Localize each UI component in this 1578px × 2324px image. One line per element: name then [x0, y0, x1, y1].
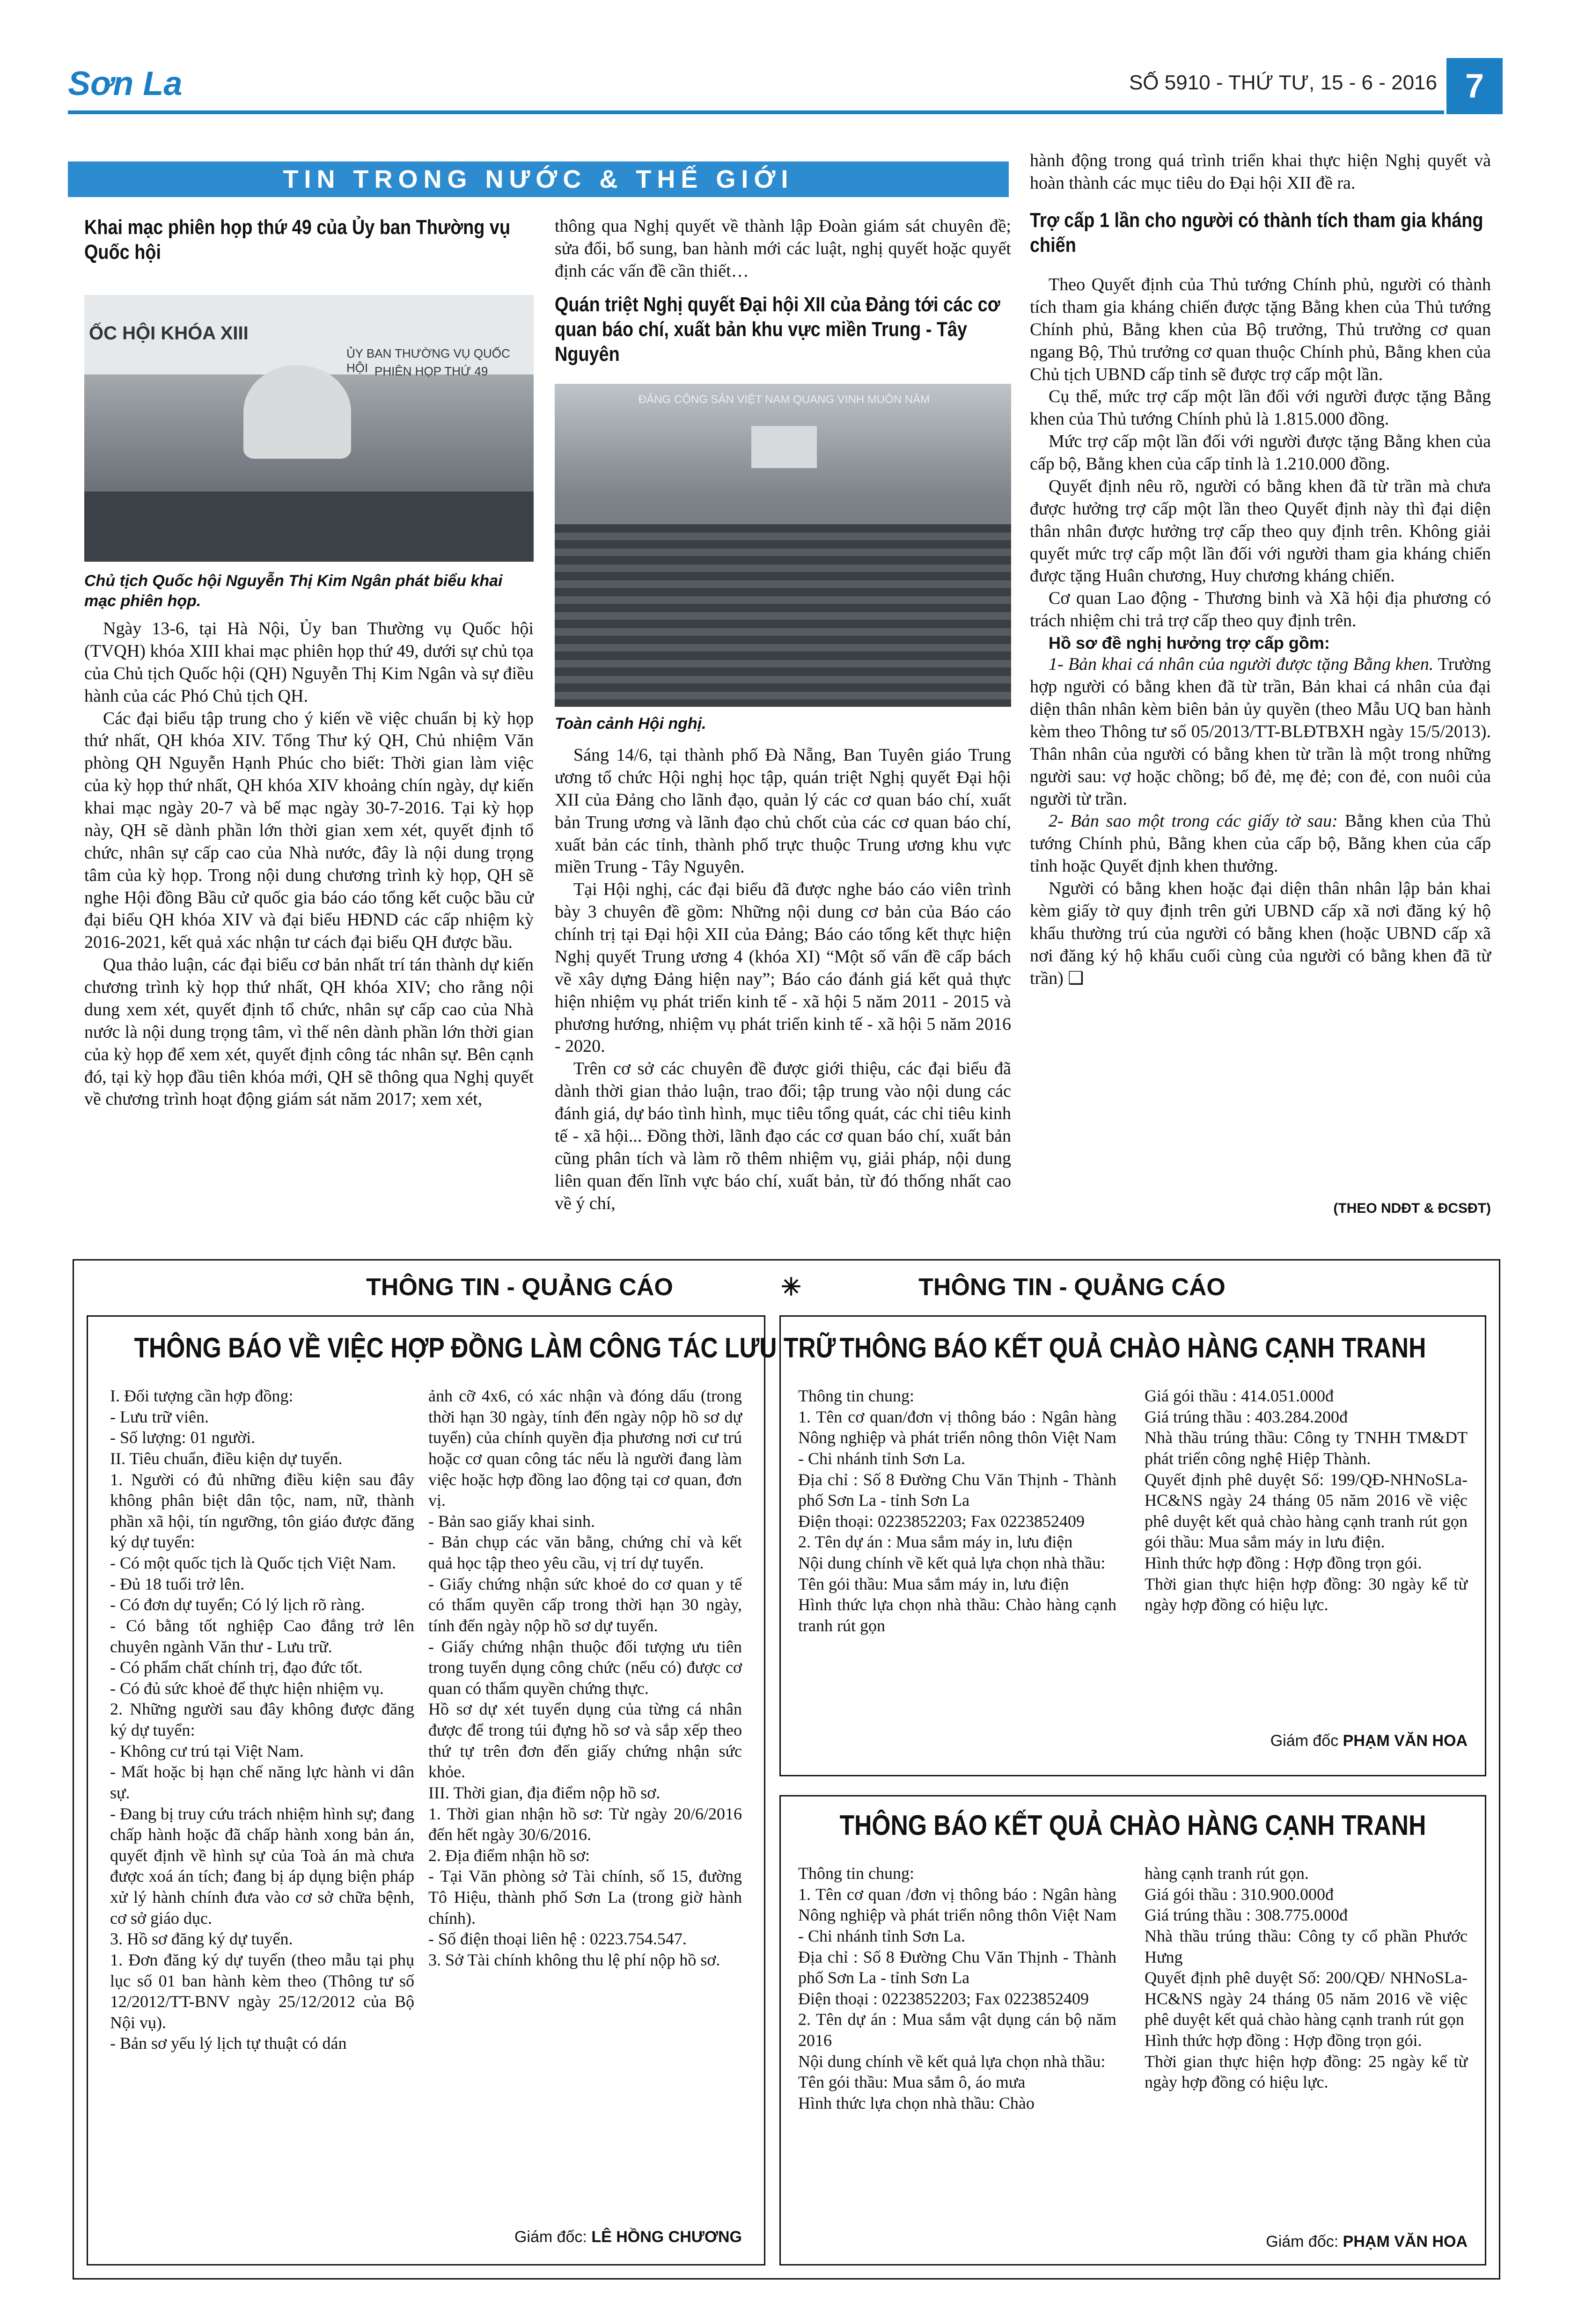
- ad1-line: - Có phẩm chất chính trị, đạo đức tốt.: [110, 1658, 363, 1677]
- ad1-line: 2. Những người sau đây không được đăng ký dự tuyển:: [110, 1700, 414, 1739]
- issue-info: SỐ 5910 - THỨ TƯ, 15 - 6 - 2016: [1129, 71, 1437, 94]
- article3-p4: Quyết định nêu rõ, người có bằng khen đã từ trần mà chưa được hưởng trợ cấp một lần theo Quyết định này thì đại diện thân nhân được hưởng trợ cấp theo quy định trên. Không giải quyết mức trợ cấp một lần đối với người tham gia kháng chiến được tặng Huân chương, Huy chương kháng chiến.: [1030, 476, 1491, 586]
- ad2-title: THÔNG BÁO KẾT QUẢ CHÀO HÀNG CẠNH TRANH: [839, 1332, 1426, 1364]
- article1-p2: Các đại biểu tập trung cho ý kiến về việc chuẩn bị kỳ họp thứ nhất, QH khóa XIV. Tổng Thư ký QH, Chủ nhiệm Văn phòng QH Nguyễn Hạnh Phúc cho biết: Thời gian làm việc của kỳ họp thứ nhất, QH khóa XIV khoảng chín ngày, dự kiến khai mạc ngày 20-7 và bế mạc ngày 30-7-2016. Tại kỳ họp này, QH sẽ dành phần lớn thời gian xem xét, quyết định tổ chức, nhân sự cấp cao của Nhà nước, đây là nội dung trọng tâm của kỳ họp. Trong nội dung chương trình kỳ họp, QH sẽ nghe Hội đồng Bầu cử quốc gia báo cáo tổng kết cuộc bầu cử đại biểu QH khóa XIV và đại biểu HĐND các cấp nhiệm kỳ 2016-2021, kết quả xác nhận tư cách đại biểu QH được bầu.: [84, 708, 534, 953]
- ad1-line: - Không cư trú tại Việt Nam.: [110, 1741, 304, 1760]
- article2-continuation: [1030, 150, 1491, 195]
- ad2-line: Giá gói thầu : 414.051.000đ: [1145, 1386, 1334, 1405]
- article1-photo: [84, 295, 534, 562]
- article2-p4: hành động trong quá trình triển khai thực hiện Nghị quyết và hoàn thành các mục tiêu do Đại hội XII đề ra.: [1030, 151, 1491, 193]
- photo2-screen: [751, 426, 817, 468]
- ad2-line: Điện thoại: 0223852203; Fax 0223852409: [798, 1511, 1085, 1531]
- ad1-sig-label: Giám đốc:: [514, 2228, 587, 2246]
- ad3-line: Thông tin chung:: [798, 1864, 914, 1883]
- ad3-line: Thời gian thực hiện hợp đồng: 25 ngày kể từ ngày hợp đồng có hiệu lực.: [1145, 2052, 1468, 2092]
- section-title-bar: TIN TRONG NƯỚC & THẾ GIỚI: [68, 161, 1009, 197]
- ad1-line: - Có một quốc tịch là Quốc tịch Việt Nam.: [110, 1554, 396, 1572]
- ad3-line: Giá trúng thầu : 308.775.000đ: [1145, 1906, 1348, 1925]
- ad1-line: 3. Sở Tài chính không thu lệ phí nộp hồ sơ.: [428, 1950, 720, 1969]
- ad1-line: - Đang bị truy cứu trách nhiệm hình sự; đang chấp hành hoặc đã chấp hành xong bản án, quyết định về hình sự của Toà án mà chưa được xoá án tích; đang bị áp dụng biện pháp xử lý hành chính đưa vào cơ sở chữa bệnh, cơ sở giáo dục.: [110, 1804, 414, 1928]
- ad3-sig-label: Giám đốc:: [1266, 2233, 1339, 2251]
- ad2-sig-label: Giám đốc: [1270, 1732, 1339, 1750]
- ad3-line: Hình thức lựa chọn nhà thầu: Chào: [798, 2093, 1035, 2112]
- ad3-line: Nhà thầu trúng thầu: Công ty cổ phần Phước Hưng: [1145, 1926, 1468, 1966]
- masthead-brand: Sơn La: [68, 65, 183, 103]
- article1-continuation: [555, 215, 1011, 283]
- article3-body: [1030, 274, 1491, 990]
- ad3-col2: [1145, 1863, 1468, 2093]
- article2-title-wrap: [555, 293, 1011, 372]
- article3-p2: Cụ thể, mức trợ cấp một lần đối với người được tặng Bằng khen của Thủ tướng Chính phủ là 1.815.000 đồng.: [1030, 387, 1491, 429]
- ad1-title: THÔNG BÁO VỀ VIỆC HỢP ĐỒNG LÀM CÔNG TÁC LƯU TRỮ: [134, 1332, 836, 1364]
- article3-item1: [1030, 653, 1491, 810]
- ad1-line: - Đủ 18 tuổi trở lên.: [110, 1574, 244, 1593]
- ad2-line: 1. Tên cơ quan/đơn vị thông báo : Ngân hàng Nông nghiệp và phát triển nông thôn Việt Nam - Chi nhánh tỉnh Sơn La.: [798, 1407, 1116, 1468]
- article3-item2: [1030, 810, 1491, 878]
- photo2-banner: ĐẢNG CỘNG SẢN VIỆT NAM QUANG VINH MUÔN NĂM: [638, 393, 930, 406]
- article2-body: [555, 744, 1011, 1215]
- ad3-line: Điện thoại : 0223852203; Fax 0223852409: [798, 1989, 1089, 2008]
- ad2-line: Nội dung chính về kết quả lựa chọn nhà thầu:: [798, 1554, 1106, 1572]
- ad1-line: - Bản chụp các văn bằng, chứng chỉ và kết quả học tập theo yêu cầu, vị trí dự tuyển.: [428, 1532, 742, 1572]
- article3-p5: Cơ quan Lao động - Thương binh và Xã hội địa phương có trách nhiệm chi trả trợ cấp theo quy định trên.: [1030, 588, 1491, 631]
- ad1-line: - Số điện thoại liên hệ : 0223.754.547.: [428, 1929, 687, 1949]
- ad3-line: Nội dung chính về kết quả lựa chọn nhà thầu:: [798, 2052, 1106, 2071]
- ad2-line: 2. Tên dự án : Mua sắm máy in, lưu điện: [798, 1532, 1073, 1552]
- ad1-line: - Giấy chứng nhận sức khoẻ do cơ quan y tế có thẩm quyền cấp trong thời hạn 30 ngày, tính đến ngày nộp hồ sơ dự tuyển.: [428, 1574, 742, 1635]
- ad3-line: hàng cạnh tranh rút gọn.: [1145, 1864, 1309, 1883]
- ad1-line: - Có bằng tốt nghiệp Cao đẳng trở lên chuyên ngành Văn thư - Lưu trữ.: [110, 1616, 414, 1656]
- ad2-line: Giá trúng thầu : 403.284.200đ: [1145, 1407, 1348, 1426]
- ad1-line: 3. Hồ sơ đăng ký dự tuyển.: [110, 1929, 293, 1949]
- article1-p3: Qua thảo luận, các đại biểu cơ bản nhất trí tán thành dự kiến chương trình kỳ họp thứ nhất, QH khóa XIV; cho rằng nội dung xem xét, quyết định tổ chức, nhân sự cấp cao của Nhà nước là nội dung trọng tâm, vì thế nên dành phần lớn thời gian của kỳ họp để xem xét, quyết định công tác nhân sự. Bên cạnh đó, tại kỳ họp đầu tiên khóa mới, QH sẽ thông qua Nghị quyết về chương trình hoạt động giám sát năm 2017; xem xét,: [84, 955, 534, 1109]
- ad1-sig-name: LÊ HỒNG CHƯƠNG: [591, 2228, 742, 2246]
- ad1-col2: [428, 1386, 742, 1971]
- article2-caption: Toàn cảnh Hội nghị.: [555, 715, 706, 733]
- ad3-title: THÔNG BÁO KẾT QUẢ CHÀO HÀNG CẠNH TRANH: [839, 1810, 1426, 1841]
- ad1-line: Hồ sơ dự xét tuyển dụng của từng cá nhân được để trong túi đựng hồ sơ và sắp xếp theo thứ tự trên đơn đến giấy chứng nhận sức khỏe.: [428, 1700, 742, 1781]
- ad2-line: Thời gian thực hiện hợp đồng: 30 ngày kể từ ngày hợp đồng có hiệu lực.: [1145, 1574, 1468, 1614]
- article2-p1: Sáng 14/6, tại thành phố Đà Nẵng, Ban Tuyên giáo Trung ương tổ chức Hội nghị học tập, quán triệt Nghị quyết Đại hội XII của Đảng cho lãnh đạo, quản lý các cơ quan báo chí, xuất bản Trung ương và lãnh đạo chủ chốt của các cơ quan báo chí, xuất bản các tỉnh, thành phố trực thuộc Trung ương khu vực miền Trung - Tây Nguyên.: [555, 745, 1011, 877]
- photo1-banner-right2: PHIÊN HỌP THỨ 49: [374, 364, 488, 378]
- photo1-banner-left: ỐC HỘI KHÓA XIII: [89, 323, 249, 344]
- ad1-line: 1. Thời gian nhận hồ sơ: Từ ngày 20/6/2016 đến hết ngày 30/6/2016.: [428, 1804, 742, 1844]
- photo2-audience: [555, 524, 1011, 707]
- article3-p3: Mức trợ cấp một lần đối với người được tặng Bằng khen của cấp bộ, Bằng khen của cấp tỉnh là 1.210.000 đồng.: [1030, 432, 1491, 474]
- article3-title: Trợ cấp 1 lần cho người có thành tích tham gia kháng chiến: [1030, 209, 1483, 257]
- photo1-table: [84, 491, 534, 562]
- ad3-line: Giá gói thầu : 310.900.000đ: [1145, 1884, 1334, 1904]
- ad2-line: Hình thức lựa chọn nhà thầu: Chào hàng cạnh tranh rút gọn: [798, 1595, 1116, 1635]
- article3-p6-text: Người có bằng khen hoặc đại diện thân nhân lập bản khai kèm giấy tờ quy định trên gửi UBND cấp xã nơi đăng ký hộ khẩu thường trú của người có bằng khen (hoặc UBND cấp xã nơi đăng ký hộ khẩu cuối cùng của người có bằng khen đã từ trần): [1030, 879, 1491, 988]
- article3-item1-label: 1- Bản khai cá nhân của người được tặng Bằng khen.: [1049, 654, 1434, 674]
- photo1-banner-right1: ỦY BAN THƯỜNG VỤ QUỐC HỘI: [346, 346, 510, 375]
- photo1-statue: [243, 365, 351, 459]
- article1-title-wrap: [84, 215, 534, 290]
- article1-body: [84, 618, 534, 1111]
- article2-p2: Tại Hội nghị, các đại biểu đã được nghe báo cáo viên trình bày 3 chuyên đề gồm: Những nội dung cơ bản của Báo cáo chính trị tại Đại hội XII của Đảng; Báo cáo tổng kết thực hiện Nghị quyết Trung ương 4 (khóa XI) “Một số vấn đề cấp bách về xây dựng Đảng hiện nay”; Báo cáo đánh giá kết quả thực hiện nhiệm vụ phát triển kinh tế - xã hội 5 năm 2011 - 2015 và phương hướng, nhiệm vụ phát triển kinh tế - xã hội 5 năm 2016 - 2020.: [555, 880, 1011, 1056]
- ad1-line: I. Đối tượng cần hợp đồng:: [110, 1386, 294, 1405]
- ad1-line: - Có đơn dự tuyển; Có lý lịch rõ ràng.: [110, 1595, 365, 1614]
- ad1-line: - Giấy chứng nhận thuộc đối tượng ưu tiên trong tuyển dụng công chức (nếu có) được cơ quan có thẩm quyền chứng thực.: [428, 1637, 742, 1698]
- ad3-col1: [798, 1863, 1116, 2114]
- ad2-signature: [1145, 1732, 1468, 1750]
- ad1-signature: [428, 2228, 742, 2246]
- article3-p1: Theo Quyết định của Thủ tướng Chính phủ, người có thành tích tham gia kháng chiến được tặng Bằng khen của Thủ tướng Chính phủ, Bằng khen của Bộ trưởng, Thủ trưởng cơ quan ngang Bộ, Thủ trưởng cơ quan thuộc Chính phủ, Bằng khen của Chủ tịch UBND cấp tỉnh sẽ được trợ cấp một lần.: [1030, 275, 1491, 384]
- header-rule: [68, 110, 1444, 114]
- ad3-signature: [1145, 2233, 1468, 2251]
- ad3-line: 2. Tên dự án : Mua sắm vật dụng cán bộ năm 2016: [798, 2010, 1116, 2050]
- ad1-line: - Bản sao giấy khai sinh.: [428, 1511, 595, 1531]
- article3-source: (THEO NDĐT & ĐCSĐT): [1333, 1201, 1491, 1216]
- article2-title: Quán triệt Nghị quyết Đại hội XII của Đảng tới các cơ quan báo chí, xuất bản khu vực miền Trung - Tây Nguyên: [555, 293, 1000, 366]
- article3-item2-text: Bằng khen của Thủ tướng Chính phủ, Bằng khen của cấp bộ, Bằng khen của cấp tỉnh hoặc Quyết định khen thưởng.: [1030, 811, 1491, 876]
- article1-caption: Chủ tịch Quốc hội Nguyễn Thị Kim Ngân phát biểu khai mạc phiên họp.: [84, 572, 503, 610]
- ad2-line: Nhà thầu trúng thầu: Công ty TNHH TM&DT phát triển công nghệ Hiệp Thành.: [1145, 1428, 1468, 1468]
- article3-subhead: Hồ sơ đề nghị hưởng trợ cấp gồm:: [1049, 633, 1330, 652]
- article3-item1-text: Trường hợp người có bằng khen đã từ trần, Bản khai cá nhân của đại diện thân nhân kèm biên bản ủy quyền (theo Mẫu UQ ban hành kèm theo Thông tư số 05/2013/TT-BLĐTBXH ngày 15/5/2013). Thân nhân của người có bằng khen từ trần là một trong những người sau: vợ hoặc chồng; bố đẻ, mẹ đẻ; con đẻ, con nuôi của người từ trần.: [1030, 654, 1491, 809]
- ad2-line: Tên gói thầu: Mua sắm máy in, lưu điện: [798, 1574, 1069, 1593]
- ad3-line: Tên gói thầu: Mua sắm ô, áo mưa: [798, 2073, 1026, 2092]
- article3-item2-label: 2- Bản sao một trong các giấy tờ sau:: [1049, 811, 1338, 831]
- article1-title: Khai mạc phiên họp thứ 49 của Ủy ban Thường vụ Quốc hội: [84, 216, 511, 264]
- ad1-line: - Mất hoặc bị hạn chế năng lực hành vi dân sự.: [110, 1762, 414, 1802]
- article2-photo: [555, 384, 1011, 707]
- ad2-line: Thông tin chung:: [798, 1386, 914, 1405]
- ad2-line: Hình thức hợp đồng : Hợp đồng trọn gói.: [1145, 1554, 1422, 1572]
- ad3-line: Địa chỉ : Số 8 Đường Chu Văn Thịnh - Thành phố Sơn La - tỉnh Sơn La: [798, 1947, 1116, 1987]
- ad1-line: II. Tiêu chuẩn, điều kiện dự tuyển.: [110, 1449, 343, 1468]
- ads-header-right: THÔNG TIN - QUẢNG CÁO: [918, 1274, 1226, 1301]
- article3-title-wrap: [1030, 208, 1491, 269]
- page-number: 7: [1446, 58, 1503, 114]
- ad1-line: - Tại Văn phòng sở Tài chính, số 15, đường Tô Hiệu, thành phố Sơn La (trong giờ hành chính).: [428, 1867, 742, 1928]
- ad2-sig-name: PHẠM VĂN HOA: [1343, 1732, 1468, 1750]
- ad3-line: 1. Tên cơ quan /đơn vị thông báo : Ngân hàng Nông nghiệp và phát triển nông thôn Việt Nam - Chi nhánh tỉnh Sơn La.: [798, 1884, 1116, 1945]
- ad1-line: 1. Đơn đăng ký dự tuyển (theo mẫu tại phụ lục số 01 ban hành kèm theo (Thông tư số 12/2012/TT-BNV ngày 25/12/2012 của Bộ Nội vụ).: [110, 1950, 414, 2032]
- ad1-line: 1. Người có đủ những điều kiện sau đây không phân biệt dân tộc, nam, nữ, thành phần xã hội, tín ngưỡng, tôn giáo được đăng ký dự tuyển:: [110, 1470, 414, 1552]
- ad1-line: - Lưu trữ viên.: [110, 1407, 209, 1426]
- article1-p1: Ngày 13-6, tại Hà Nội, Ủy ban Thường vụ Quốc hội (TVQH) khóa XIII khai mạc phiên họp thứ 49, dưới sự chủ tọa của Chủ tịch Quốc hội (QH) Nguyễn Thị Kim Ngân và sự điều hành của các Phó Chủ tịch QH.: [84, 619, 534, 706]
- ad1-line: III. Thời gian, địa điểm nộp hồ sơ.: [428, 1783, 661, 1802]
- ad1-line: 2. Địa điểm nhận hồ sơ:: [428, 1846, 590, 1865]
- ad2-line: Địa chỉ : Số 8 Đường Chu Văn Thịnh - Thành phố Sơn La - tỉnh Sơn La: [798, 1470, 1116, 1510]
- ad1-line: - Có đủ sức khoẻ để thực hiện nhiệm vụ.: [110, 1679, 384, 1698]
- article1-p4: thông qua Nghị quyết về thành lập Đoàn giám sát chuyên đề; sửa đổi, bổ sung, ban hành mới các luật, nghị quyết hoặc quyết định các vấn đề cần thiết…: [555, 216, 1011, 281]
- article3-p6: [1030, 878, 1491, 990]
- ad3-sig-name: PHẠM VĂN HOA: [1343, 2233, 1468, 2251]
- ad2-line: Quyết định phê duyệt Số: 199/QĐ-NHNoSLa-HC&NS ngày 24 tháng 05 năm 2016 về việc phê duyệt kết quả chào hàng cạnh tranh rút gọn gói thầu: Mua sắm máy in lưu điện.: [1145, 1470, 1468, 1552]
- ad3-line: Hình thức hợp đồng : Hợp đồng trọn gói.: [1145, 2031, 1422, 2050]
- article2-p3: Trên cơ sở các chuyên đề được giới thiệu, các đại biểu đã dành thời gian thảo luận, trao đổi; tập trung vào nội dung các đánh giá, dự báo tình hình, mục tiêu tổng quát, các chỉ tiêu kinh tế - xã hội... Đồng thời, lãnh đạo các cơ quan báo chí, xuất bản cũng phân tích và làm rõ thêm nhiệm vụ, giải pháp, nội dung liên quan đến lĩnh vực báo chí, xuất bản, từ đó thống nhất cao về ý chí,: [555, 1059, 1011, 1213]
- ads-header-left: THÔNG TIN - QUẢNG CÁO: [366, 1274, 673, 1301]
- ad1-line: - Bản sơ yếu lý lịch tự thuật có dán: [110, 2034, 347, 2053]
- ad1-line: ảnh cỡ 4x6, có xác nhận và đóng dấu (trong thời hạn 30 ngày, tính đến ngày nộp hồ sơ dự tuyển) của chính quyền địa phương nơi cư trú hoặc cơ quan công tác nếu là người đang làm việc hoặc hợp đồng lao động tại cơ quan, đơn vị.: [428, 1386, 742, 1510]
- ad2-col1: [798, 1386, 1116, 1636]
- asterisk-icon: ✳: [781, 1274, 801, 1301]
- ad1-line: - Số lượng: 01 người.: [110, 1428, 256, 1447]
- ad2-col2: [1145, 1386, 1468, 1615]
- ad1-col1: [110, 1386, 414, 2054]
- end-mark-icon: ❑: [1068, 968, 1084, 988]
- ad3-line: Quyết định phê duyệt Số: 200/QĐ/ NHNoSLa-HC&NS ngày 24 tháng 05 năm 2016 về việc phê duyệt kết quả chào hàng cạnh tranh rút gọn: [1145, 1968, 1468, 2029]
